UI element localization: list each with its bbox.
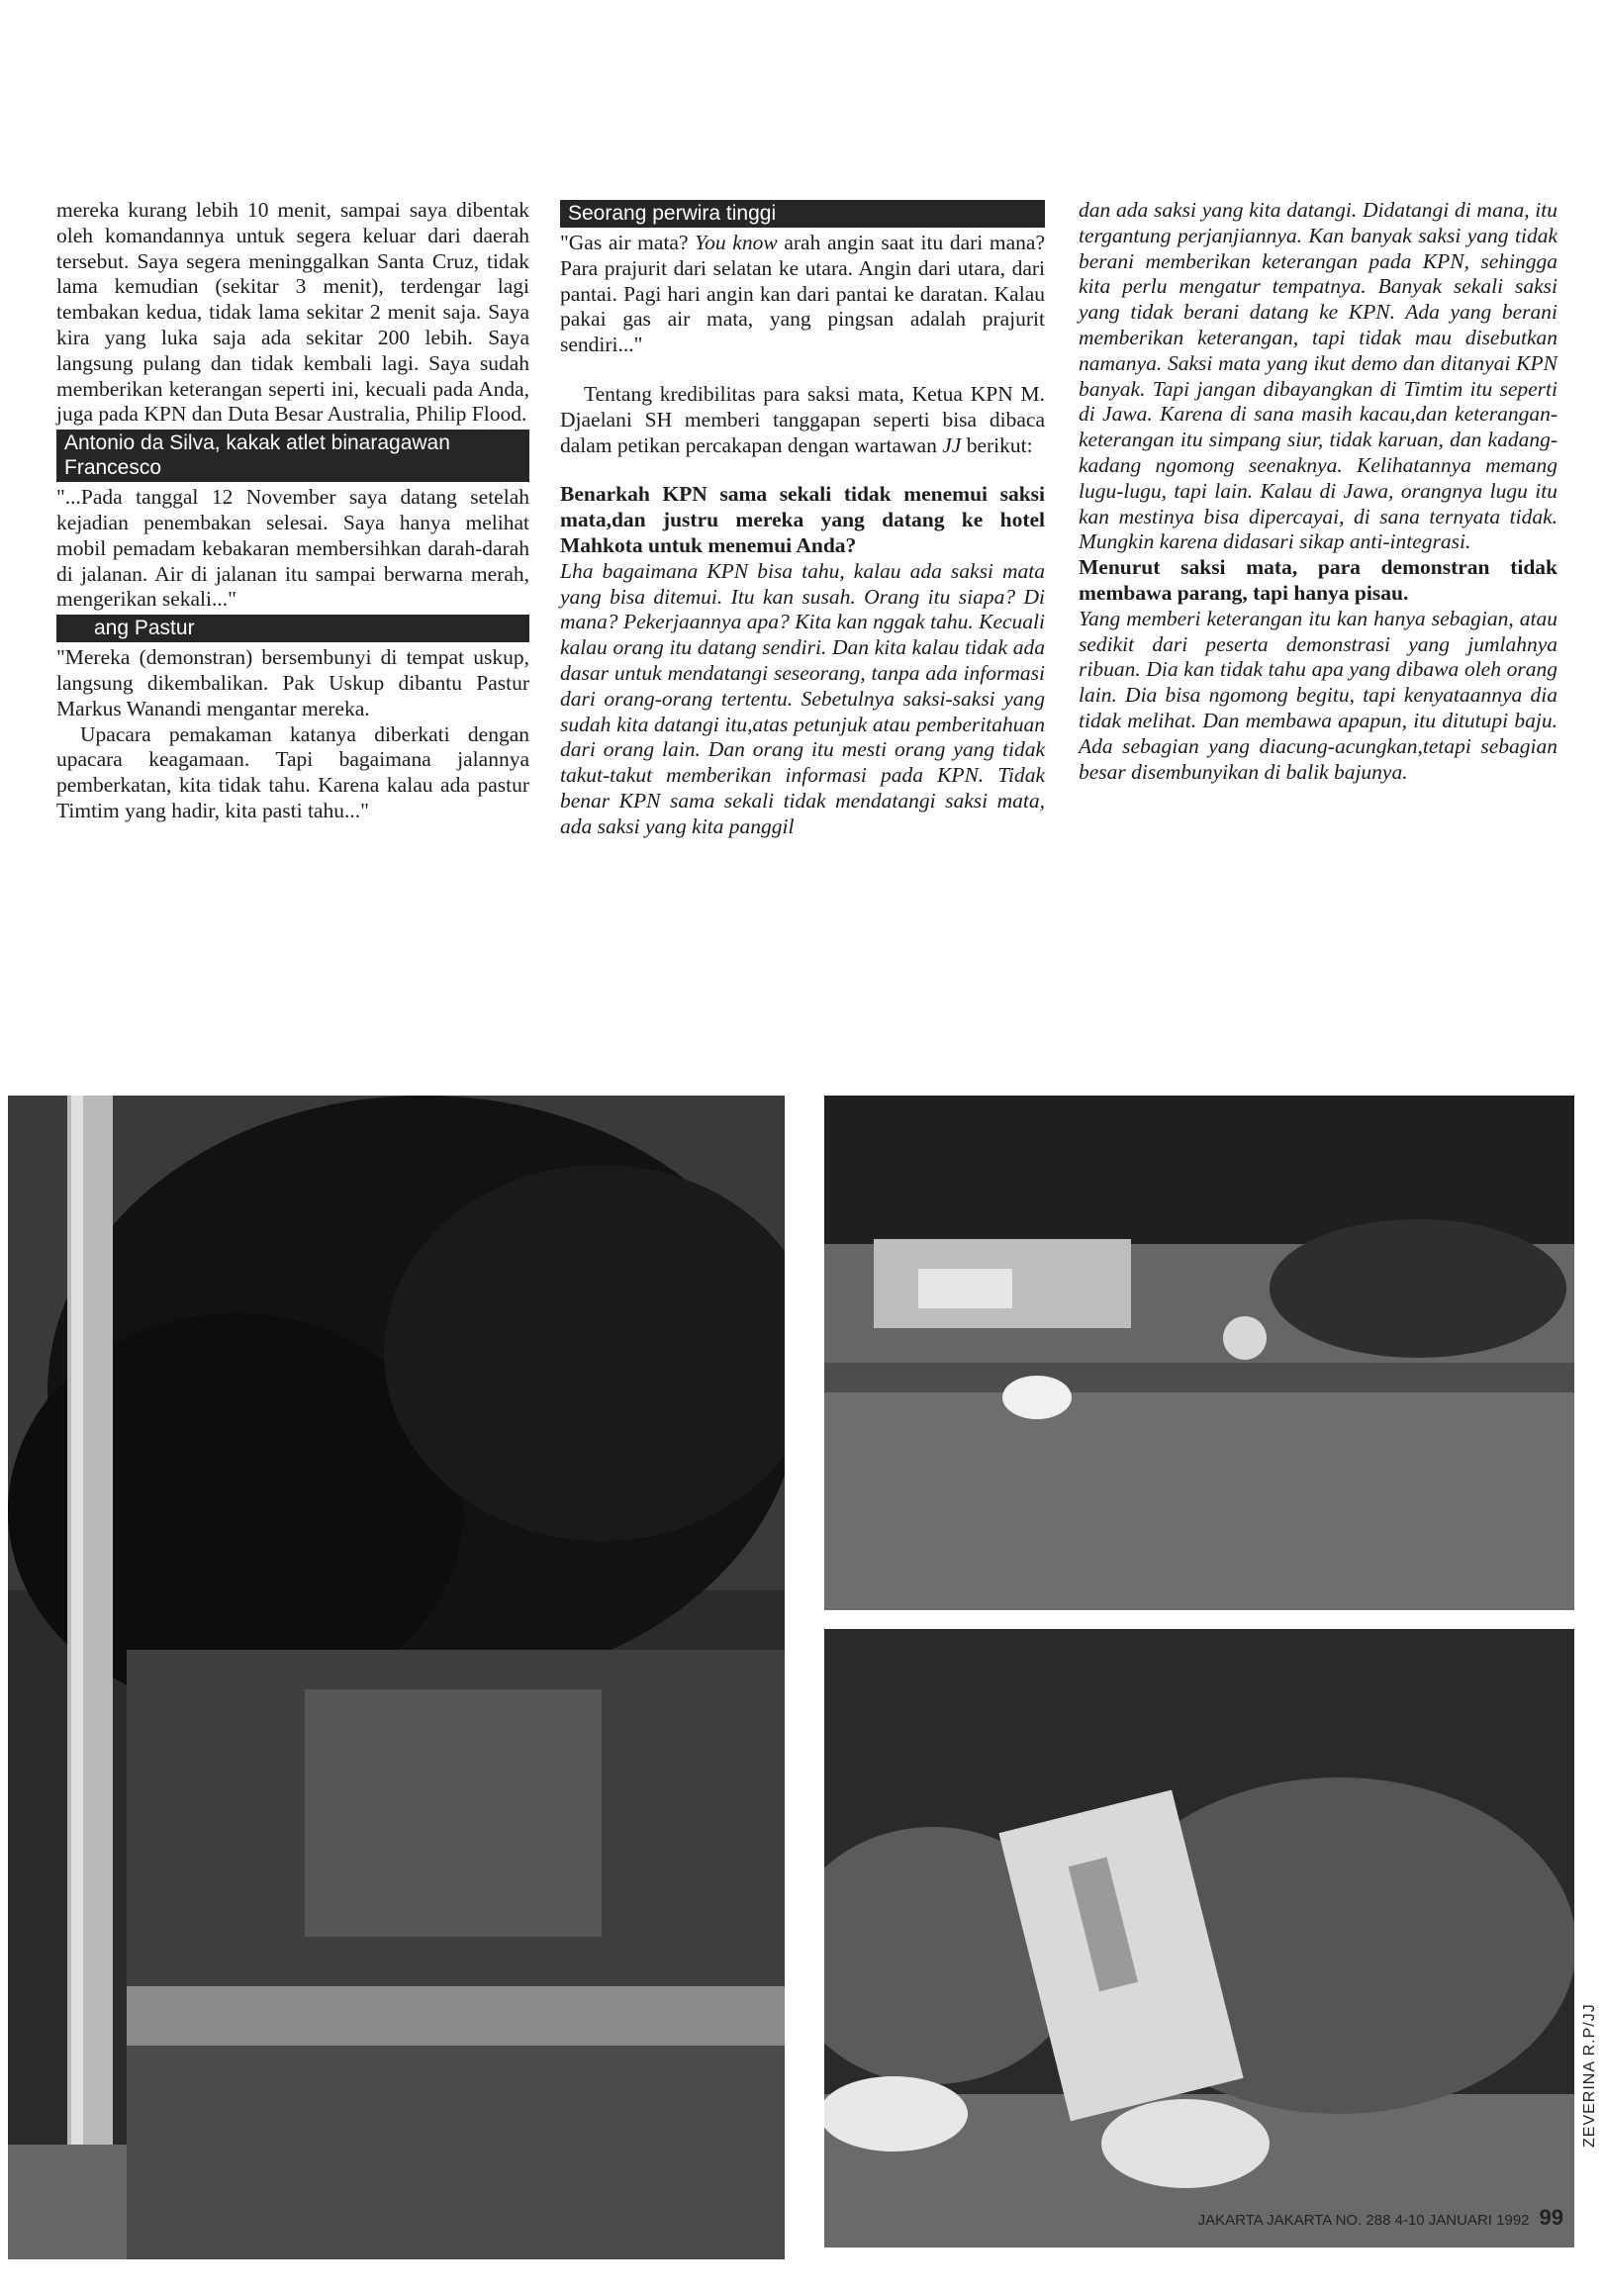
text-column-2 <box>560 198 1045 840</box>
interview-answer: dan ada saksi yang kita datangi. Didatangi di mana, itu tergantung perjanjiannya. Kan banyak saksi yang tidak berani memberikan keterangan pada KPN, sehingga kita perlu mengatur tempatnya. Banyak sekali saksi yang tidak berani datang ke KPN. Ada yang berani memberikan keterangan, tapi tidak mau disebutkan namanya. Saksi mata yang ikut demo dan ditanyai KPN banyak. Tapi jangan dibayangkan di Timtim itu seperti di Jawa. Karena di sana masih kacau,dan keterangan-keterangan itu simpang siur, tidak karuan, dan kadang-kadang ngomong seenaknya. Kelihatannya memang lugu-lugu, tapi lain. Kalau di Jawa, orangnya lugu itu kan mestinya bisa dipercayai, di sana ternyata tidak. Mungkin karena didasari sikap anti-integrasi. <box>1079 198 1557 554</box>
section-heading: Seorang perwira tinggi <box>560 200 1045 228</box>
photo-open-ground <box>824 1096 1574 1610</box>
intro-text: berikut: <box>961 432 1033 457</box>
quote-text: arah angin saat itu dari mana? Para prajurit dari selatan ke utara. Angin dari utara, dari pantai. Pagi hari angin kan dari pantai ke daratan. Kalau pakai gas air mata, yang pingsan adalah prajurit sendiri..." <box>560 231 1045 357</box>
paragraph: "...Pada tanggal 12 November saya datang setelah kejadian penembakan selesai. Saya hanya melihat mobil pemadam kebakaran membersihkan darah-darah di jalanan. Air di jalanan itu sampai berwarna merah, mengerikan sekali..." <box>56 485 529 612</box>
punch-hole <box>63 1000 115 1061</box>
photo-credit: ZEVERINA R.P/JJ <box>1581 2003 1598 2148</box>
publication-info: JAKARTA JAKARTA NO. 288 4-10 JANUARI 1992 <box>1197 2212 1530 2229</box>
text-column-1 <box>56 198 529 824</box>
publication-abbrev: JJ <box>942 432 962 457</box>
page-footer <box>1108 2205 1563 2231</box>
photo-flowers-bowls <box>824 1629 1574 2248</box>
quote-paragraph <box>560 231 1045 358</box>
page-number: 99 <box>1539 2205 1563 2230</box>
section-heading: Antonio da Silva, kakak atlet binaragawan Francesco <box>56 430 529 482</box>
photo-trees-wall <box>8 1096 785 2259</box>
text-column-3 <box>1079 198 1557 785</box>
paragraph: "Mereka (demonstran) bersembunyi di tempat uskup, langsung dikembalikan. Pak Uskup dibantu Pastur Markus Wanandi mengantar mereka. <box>56 645 529 720</box>
interview-answer: Yang memberi keterangan itu kan hanya sebagian, atau sedikit dari peserta demonstrasi yang jumlahnya ribuan. Dia kan tidak tahu apa yang dibawa oleh orang lain. Dia bisa ngomong begitu, tapi kenyataannya dia tidak melihat. Dan membawa apapun, itu ditutupi baju. Ada sebagian yang diacung-acungkan,tetapi sebagian besar disembunyikan di balik bajunya. <box>1079 606 1557 784</box>
quote-text: "Gas air mata? <box>560 231 696 254</box>
interview-answer: Lha bagaimana KPN bisa tahu, kalau ada saksi mata yang bisa ditemui. Itu kan susah. Orang itu siapa? Di mana? Pekerjaannya apa? Kita kan nggak tahu. Kecuali kalau orang itu datang sendiri. Dan kita kalau tidak ada dasar untuk mendatangi seseorang, tanpa ada informasi dari orang-orang tertentu. Sebetulnya saksi-saksi yang sudah kita datangi itu,atas petunjuk atau pemberitahuan dari orang lain. Dan orang itu mesti orang yang tidak takut-takut memberikan informasi pada KPN. Tidak benar KPN sama sekali tidak mendatangi saksi mata, ada saksi yang kita panggil <box>560 558 1045 838</box>
intro-paragraph <box>560 382 1045 458</box>
interview-question: Benarkah KPN sama sekali tidak menemui saksi mata,dan justru mereka yang datang ke hotel Mahkota untuk menemui Anda? <box>560 482 1045 557</box>
interview-question: Menurut saksi mata, para demonstran tidak membawa parang, tapi hanya pisau. <box>1079 555 1557 605</box>
paragraph: Upacara pemakaman katanya diberkati dengan upacara keagamaan. Tapi bagaimana jalannya pemberkatan, kita tidak tahu. Karena kalau ada pastur Timtim yang hadir, kita pasti tahu..." <box>56 721 529 822</box>
intro-text: Tentang kredibilitas para saksi mata, Ketua KPN M. Djaelani SH memberi tanggapan seperti bisa dibaca dalam petikan percakapan dengan wartawan <box>560 381 1045 457</box>
section-heading: ang Pastur <box>56 615 529 642</box>
paragraph: mereka kurang lebih 10 menit, sampai saya dibentak oleh komandannya untuk segera keluar dari daerah tersebut. Saya segera meninggalkan Santa Cruz, tidak lama kemudian (sekitar 3 menit), terdengar lagi tembakan kedua, tidak lama sekitar 2 menit saja. Saya kira yang luka saja ada sekitar 200 lebih. Saya langsung pulang dan tidak kembali lagi. Saya sudah memberikan keterangan seperti ini, kecuali pada Anda, juga pada KPN dan Duta Besar Australia, Philip Flood. <box>56 198 529 427</box>
quote-italic: You know <box>695 231 778 254</box>
